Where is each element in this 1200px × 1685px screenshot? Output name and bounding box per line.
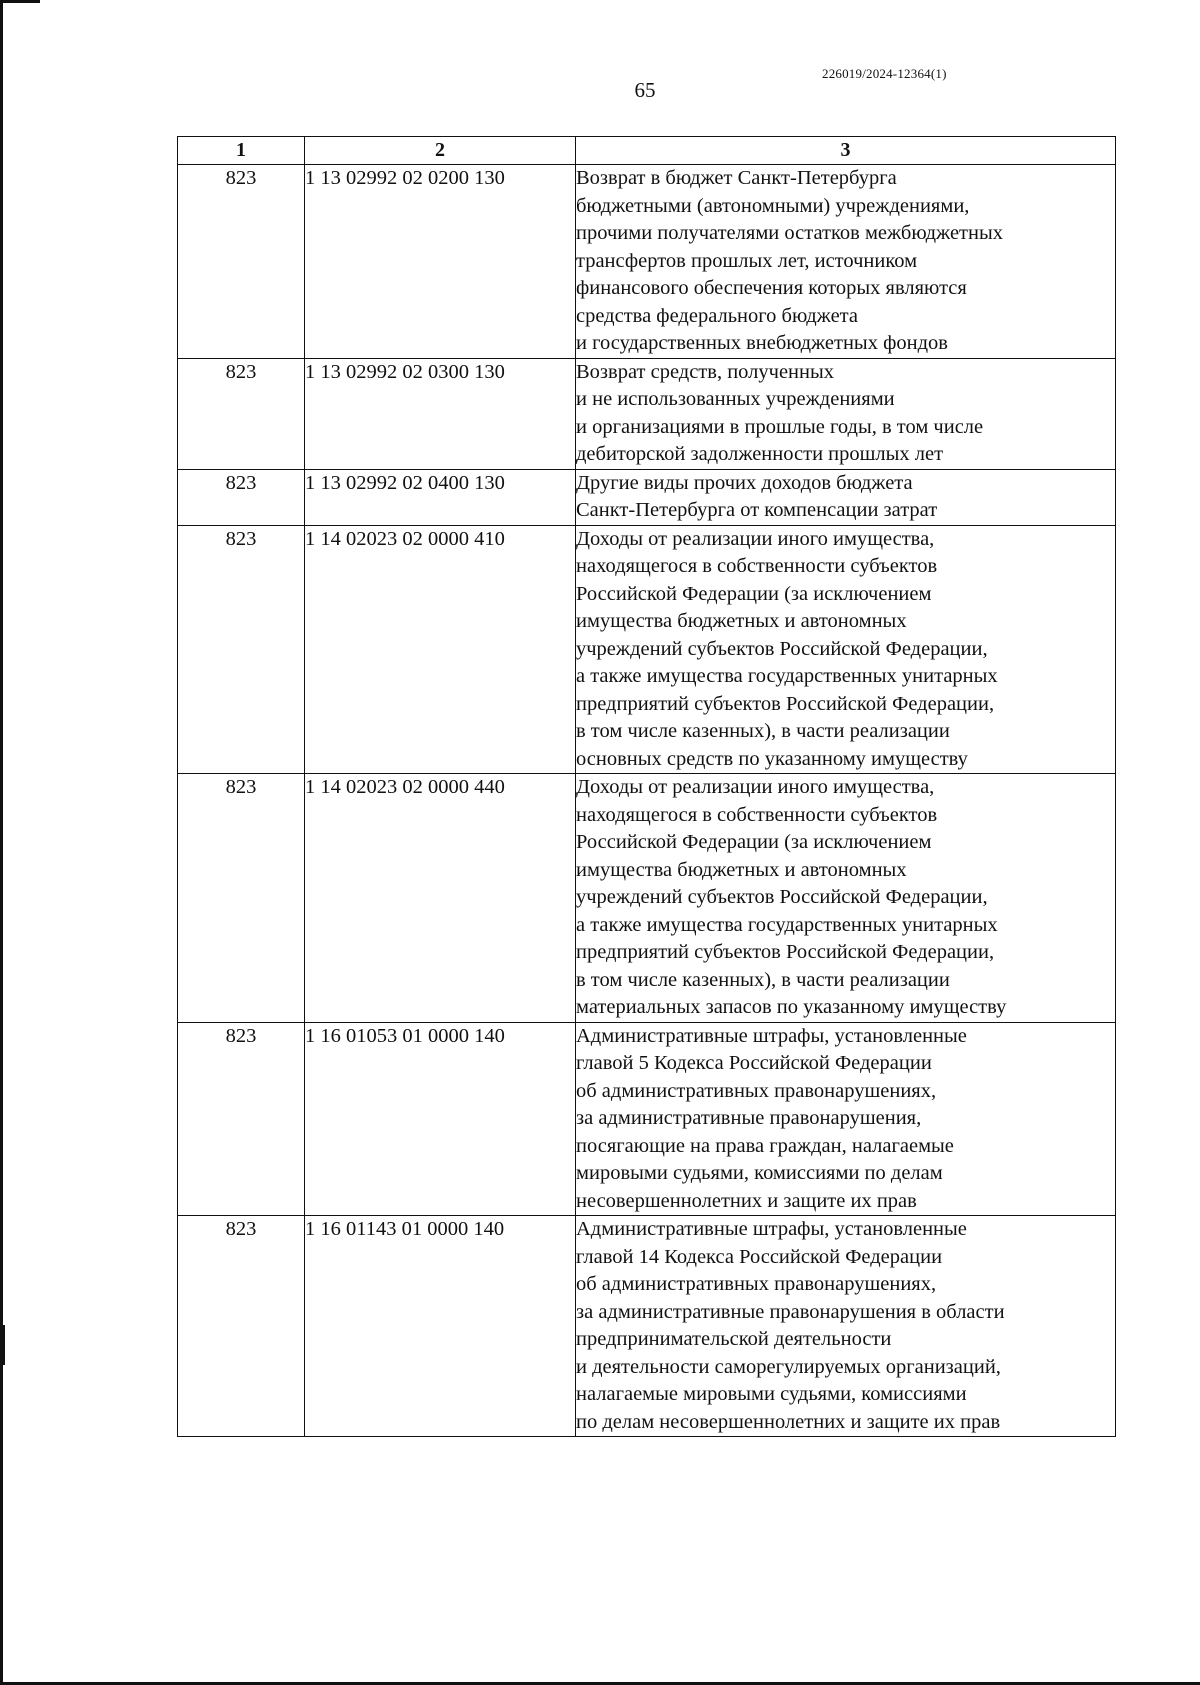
admin-code-cell: 823 [178, 1216, 305, 1437]
description-line: Возврат в бюджет Санкт-Петербурга [576, 167, 897, 189]
description-line: об административных правонарушениях, [576, 1273, 937, 1295]
admin-code-cell: 823 [178, 525, 305, 774]
revenue-description-cell [576, 1022, 1116, 1216]
description-line: и деятельности саморегулируемых организаций, [576, 1355, 1001, 1378]
description-line: а также имущества государственных унитарных [576, 665, 998, 687]
description-line: имущества бюджетных и автономных [576, 610, 907, 632]
budget-classification-code-cell: 1 13 02992 02 0400 130 [305, 469, 576, 525]
description-line: средства федерального бюджета [576, 304, 858, 327]
revenue-description-cell [576, 1216, 1116, 1437]
description-line: налагаемые мировыми судьями, комиссиями [576, 1383, 967, 1405]
description-line: за административные правонарушения в области [576, 1300, 1005, 1323]
description-line: Доходы от реализации иного имущества, [576, 776, 935, 798]
description-line: и организациями в прошлые годы, в том числе [576, 415, 984, 438]
description-line: предприятий субъектов Российской Федерации, [576, 692, 995, 715]
description-line: учреждений субъектов Российской Федерации, [576, 886, 988, 908]
description-line: имущества бюджетных и автономных [576, 858, 907, 881]
description-line: а также имущества государственных унитарных [576, 913, 998, 936]
description-line: несовершеннолетних и защите их прав [576, 1189, 917, 1212]
description-line: об административных правонарушениях, [576, 1079, 937, 1102]
table-row [178, 165, 1116, 359]
table-row [178, 525, 1116, 774]
admin-code-cell: 823 [178, 165, 305, 359]
revenue-description-cell [576, 165, 1116, 359]
revenue-description-cell [576, 525, 1116, 774]
budget-classification-code-cell: 1 14 02023 02 0000 440 [305, 774, 576, 1023]
description-line: Другие виды прочих доходов бюджета [576, 471, 913, 494]
table-row [178, 469, 1116, 525]
description-line: за административные правонарушения, [576, 1107, 922, 1129]
column-header-1: 1 [178, 137, 305, 165]
document-id: 226019/2024-12364(1) [822, 66, 947, 81]
budget-classification-code-cell: 1 13 02992 02 0200 130 [305, 165, 576, 359]
scan-margin-mark [0, 1325, 5, 1365]
table-row [178, 1216, 1116, 1437]
table-row [178, 774, 1116, 1023]
budget-classification-code-cell: 1 16 01143 01 0000 140 [305, 1216, 576, 1437]
description-line: предприятий субъектов Российской Федерации, [576, 941, 995, 963]
description-line: и не использованных учреждениями [576, 388, 895, 410]
description-line: основных средств по указанному имуществу [576, 747, 968, 770]
description-line: финансового обеспечения которых являются [576, 277, 967, 299]
table-header-row [178, 137, 1116, 165]
description-line: главой 5 Кодекса Российской Федерации [576, 1052, 932, 1074]
description-line: в том числе казенных), в части реализации [576, 720, 950, 742]
description-line: находящегося в собственности субъектов [576, 803, 938, 826]
description-line: трансфертов прошлых лет, источником [576, 249, 918, 272]
column-header-3: 3 [576, 137, 1116, 165]
scan-corner-mark [0, 0, 40, 3]
description-line: посягающие на права граждан, налагаемые [576, 1134, 954, 1157]
revenue-description-cell [576, 358, 1116, 469]
description-line: Российской Федерации (за исключением [576, 831, 932, 853]
description-line: материальных запасов по указанному имуществу [576, 996, 1007, 1018]
description-line: по делам несовершеннолетних и защите их прав [576, 1410, 1001, 1433]
table-header [178, 137, 1116, 165]
description-line: дебиторской задолженности прошлых лет [576, 443, 944, 465]
description-line: главой 14 Кодекса Российской Федерации [576, 1245, 943, 1268]
table-row [178, 358, 1116, 469]
table-body [178, 165, 1116, 1437]
admin-code-cell: 823 [178, 358, 305, 469]
description-line: мировыми судьями, комиссиями по делам [576, 1162, 943, 1184]
admin-code-cell: 823 [178, 469, 305, 525]
description-line: Российской Федерации (за исключением [576, 582, 932, 605]
description-line: Доходы от реализации иного имущества, [576, 527, 935, 550]
description-line: бюджетными (автономными) учреждениями, [576, 194, 970, 217]
column-header-2: 2 [305, 137, 576, 165]
revenue-description-cell [576, 774, 1116, 1023]
description-line: предпринимательской деятельности [576, 1328, 892, 1350]
revenue-codes-table [177, 136, 1116, 1437]
description-line: в том числе казенных), в части реализации [576, 968, 950, 991]
page-border-left [0, 0, 3, 1685]
description-line: прочими получателями остатков межбюджетных [576, 222, 1003, 244]
admin-code-cell: 823 [178, 774, 305, 1023]
description-line: учреждений субъектов Российской Федерации, [576, 637, 988, 660]
description-line: и государственных внебюджетных фондов [576, 332, 948, 354]
budget-classification-code-cell: 1 14 02023 02 0000 410 [305, 525, 576, 774]
page-number: 65 [634, 78, 656, 102]
budget-classification-code-cell: 1 13 02992 02 0300 130 [305, 358, 576, 469]
table-row [178, 1022, 1116, 1216]
description-line: Административные штрафы, установленные [576, 1218, 967, 1240]
description-line: Санкт-Петербурга от компенсации затрат [576, 499, 938, 521]
description-line: Административные штрафы, установленные [576, 1024, 967, 1047]
admin-code-cell: 823 [178, 1022, 305, 1216]
description-line: Возврат средств, полученных [576, 360, 835, 383]
description-line: находящегося в собственности субъектов [576, 555, 938, 577]
budget-classification-code-cell: 1 16 01053 01 0000 140 [305, 1022, 576, 1216]
revenue-description-cell [576, 469, 1116, 525]
